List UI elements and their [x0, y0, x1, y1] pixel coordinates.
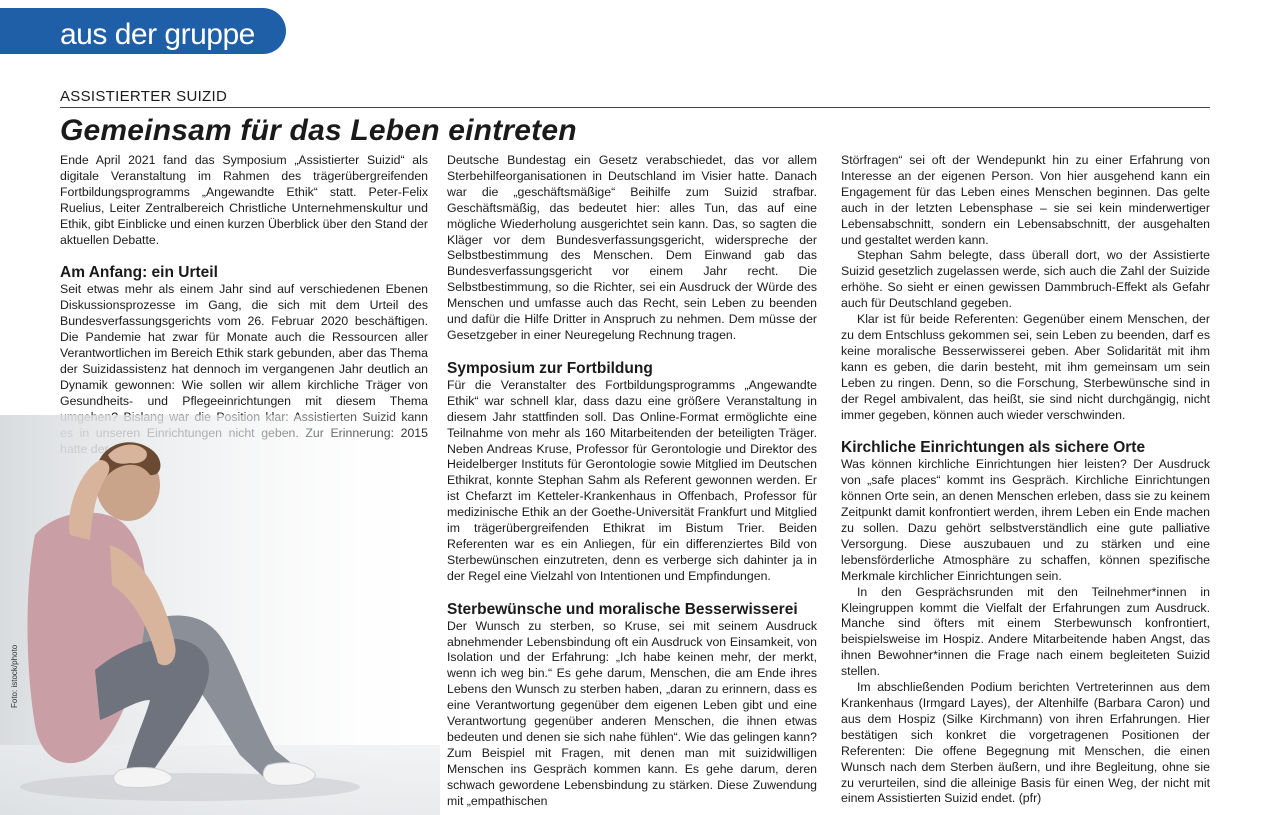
section-heading: Symposium zur Fortbildung: [447, 359, 653, 377]
body-paragraph: In den Gesprächsrunden mit den Teilnehmer*innen in Kleingruppen kommt die Vielfalt der Erfahrungen zum Ausdruck. Manche sind öfters mit einem Sterbewunsch konfrontiert, beispielsweise im Hospiz. Andere Mitarbeitende haben Angst, das ihnen Bewohner*innen die Frage nach einem begleiteten Suizid stellen.: [841, 584, 1210, 679]
kicker-rule: [60, 107, 1210, 108]
body-paragraph: Deutsche Bundestag ein Gesetz verabschiedet, das vor allem Sterbehilfeorganisationen in Deutschland im Visier hatte. Danach war die „geschäftsmäßige“ Beihilfe zum Suizid strafbar. Geschäftsmäßig, das bedeutet hier: alles Tun, das auf eine mögliche Wiederholung ausgerichtet sein kann. Das, so sagten die Kläger vor dem Bundesverfassungsgericht, widerspreche der Selbstbestimmung des Menschen. Dem Einwand gab das Bundesverfassungsgericht vor einem Jahr recht. Die Selbstbestimmung, so die Richter, sei ein Ausdruck der Würde des Menschen und umfasse auch das Recht, sein Leben zu beenden und dafür die Hilfe Dritter in Anspruch zu nehmen. Dem müsse der Gesetzgeber in einer Neuregelung Rechnung tragen.: [447, 153, 817, 342]
section-heading: Kirchliche Einrichtungen als sichere Orte: [841, 439, 1146, 457]
photo-credit: Foto: istock/photo: [10, 644, 19, 708]
sitting-person-illustration: [0, 415, 440, 815]
body-paragraph: Seit etwas mehr als einem Jahr sind auf verschiedenen Ebenen Diskussionsprozesse im Gang, die sich mit dem Urteil des Bundesverfassungsgerichts vom 26. Februar 2020 beschäftigen. Die Pandemie hat zwar für Monate auch die Ressourcen aller Verantwortlichen im Bereich Ethik stark gebunden, aber das Thema der Suizidassistenz hat dennoch im vergangenen Jahr deutlich an Dynamik gewonnen: Wie sollen wir allem kirchliche Träger von Gesundheits- und Pflegeeinrichtungen mit diesem Thema: [60, 282, 428, 408]
body-paragraph: Der Wunsch zu sterben, so Kruse, sei mit seinem Ausdruck abnehmender Lebensbindung oft ein Ausdruck von Einsamkeit, von Isolation und der Erfahrung: „Ich habe keinen mehr, der merkt, wenn ich weg bin.“ Es gehe darum, Menschen, die am Ende ihres Lebens den Wunsch zu sterben haben, „daran zu erinnern, dass es eine Verantwortung gegenüber dem eigenen Leben gibt und eine Verantwortung gegenüber anderen Menschen, die ihnen etwas bedeuten und denen sie sich nahe fühlen“. Wie das gelingen kann? Zum Beispiel mit Fragen, mit denen man mit suizidwilligen Menschen ins Gespräch kommen kann. Es gehe darum, deren schwach gewordene Lebensbindung zu stärken. Diese Zuwendung mit „empathischen: [447, 618, 817, 808]
section-heading: Sterbewünsche und moralische Besserwisserei: [447, 600, 798, 618]
body-paragraph: Im abschließenden Podium berichten Vertreterinnen aus dem Krankenhaus (Irmgard Layes), der Altenhilfe (Barbara Caron) und aus dem Hospiz (Silke Kirchmann) von ihren Erfahrungen. Hier bestätigen sich konkret die vorgetragenen Positionen der Referenten: Die offene Begegnung mit Menschen, die einen Wunsch nach dem Sterben äußern, und ihre Begleitung, ohne sie zu verurteilen, sind die alleinige Basis für einen Weg, der nicht mit einem Assistierten Suizid endet. (pfr): [841, 680, 1210, 806]
article-kicker: ASSISTIERTER SUIZID: [60, 88, 228, 105]
body-paragraph: Stephan Sahm belegte, dass überall dort, wo der Assistierte Suizid gesetzlich zugelassen werde, sich auch die Zahl der Suizide erhöhe. So sieht er einen gewissen Dammbruch-Effekt als Gefahr auch für Deutschland gegeben.: [841, 248, 1210, 311]
section-tab: [0, 8, 286, 54]
body-paragraph: Für die Veranstalter des Fortbildungsprogramms „Angewandte Ethik“ war schnell klar, dass dazu eine größere Veranstaltung in diesem Jahr stattfinden soll. Das Online-Format ermöglichte eine Teilnahme von mehr als 160 Mitarbeitenden der beteiligten Träger. Neben Andreas Kruse, Professor für Gerontologie und Direktor des Heidelberger Instituts für Gerontologie sowie Mitglied im Deutschen Ethikrat, konnte Stephan Sahm als Referent gewonnen werden. Er ist Chefarzt im Ketteler-Krankenhaus in Offenbach, Professor für medizinische Ethik an der Goethe-Universität Frankfurt und Mitglied im trägerübergreifenden Ethikrat im Bistum Trier. Beiden Referenten war es ein Anliegen, für ein differenziertes Bild von Sterbewünschen einzutreten, denn es verberge sich dahinter ja in der Regel eine Vielzahl von Intentionen und Empfindungen.: [447, 377, 817, 583]
article-column-3: [841, 153, 1210, 807]
article-photo: [0, 415, 440, 815]
article-column-1: [60, 153, 428, 457]
article-column-2: [447, 153, 817, 810]
section-tab-label: aus der gruppe: [60, 18, 255, 51]
article-lead: Ende April 2021 fand das Symposium „Assistierter Suizid“ als digitale Veranstaltung im Rahmen des trägerübergreifenden Fortbildungsprogramms „Angewandte Ethik“ statt. Peter-Felix Ruelius, Leiter Zentralbereich Christliche Unternehmenskultur und Ethik, gibt Einblicke und einen kurzen Überblick über den Stand der aktuellen Debatte.: [60, 153, 428, 247]
article-headline: Gemeinsam für das Leben eintreten: [60, 114, 577, 147]
body-paragraph: Störfragen“ sei oft der Wendepunkt hin zu einer Erfahrung von Interesse an der eigenen Person. Von hier ausgehend kann ein Engagement für das Leben eines Menschen beginnen. Das gelte auch in der letzten Lebensphase – sie sei kein minderwertiger Lebensabschnitt, sondern ein Lebensabschnitt, der ausgehalten und gestaltet werden kann.: [841, 153, 1210, 247]
body-paragraph: Was können kirchliche Einrichtungen hier leisten? Der Ausdruck von „safe places“ kommt ins Gespräch. Kirchliche Einrichtungen können Orte sein, an denen Menschen erleben, dass sie zu keinem Zeitpunkt damit konfrontiert werden, ihrem Leben ein Ende machen zu sollen. Dazu gehört selbstverständlich eine gute palliative Versorgung. Diese auszubauen und zu stärken und eine lebensförderliche Atmosphäre zu schaffen, können spezifische Merkmale kirchlicher Einrichtungen sein.: [841, 457, 1210, 583]
section-heading: Am Anfang: ein Urteil: [60, 264, 218, 282]
body-paragraph: Klar ist für beide Referenten: Gegenüber einem Menschen, der zu dem Entschluss gekommen sei, sein Leben zu beenden, darf es keine moralische Besserwisserei geben. Aber Solidarität mit ihm kann es geben, die darin besteht, mit ihm gemeinsam um sein Leben zu ringen. Denn, so die Forschung, Sterbewünsche sind in der Regel ambivalent, das heißt, sie sind nicht durchgängig, nicht immer gegeben, können auch wieder verschwinden.: [841, 312, 1210, 422]
